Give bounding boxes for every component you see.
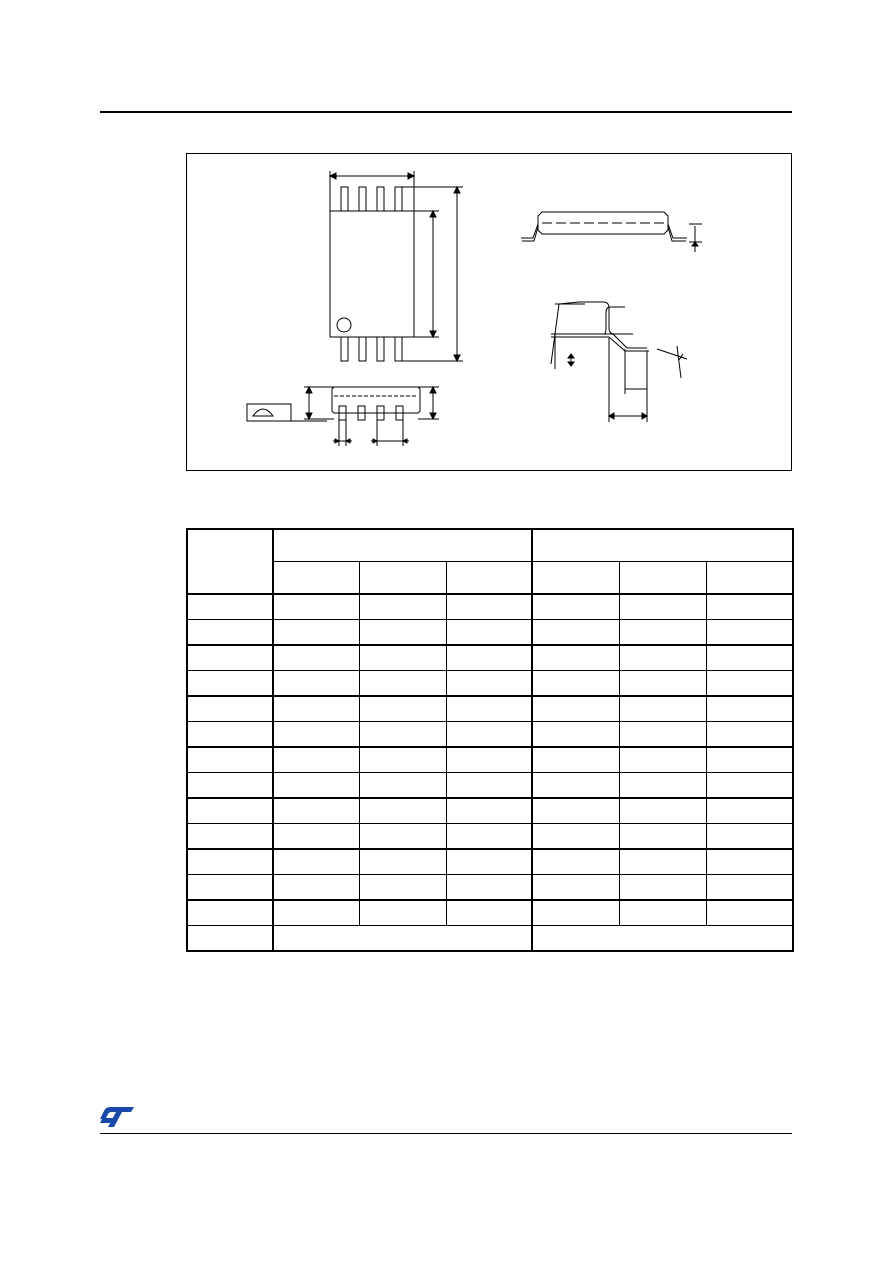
value-cell xyxy=(532,594,619,620)
st-logo-icon xyxy=(100,1105,136,1129)
value-cell xyxy=(619,645,706,671)
value-cell xyxy=(532,875,619,901)
value-cell xyxy=(273,900,359,926)
table-row xyxy=(187,798,793,824)
value-cell xyxy=(446,645,532,671)
value-cell xyxy=(359,696,446,722)
value-cell xyxy=(359,875,446,901)
bottom-rule xyxy=(100,1133,792,1134)
top-rule xyxy=(100,111,792,113)
value-cell xyxy=(706,620,793,646)
table-row xyxy=(187,594,793,620)
value-cell xyxy=(619,722,706,748)
value-cell xyxy=(619,798,706,824)
table-row xyxy=(187,645,793,671)
dimension-table xyxy=(186,528,794,952)
value-cell xyxy=(446,798,532,824)
top-view xyxy=(330,171,463,361)
table-row xyxy=(187,671,793,697)
value-cell xyxy=(532,926,793,952)
value-cell xyxy=(532,722,619,748)
value-cell xyxy=(273,926,532,952)
value-cell xyxy=(446,594,532,620)
group-header-cell xyxy=(273,529,532,562)
table-row xyxy=(187,773,793,799)
sub-header-cell xyxy=(619,562,706,595)
value-cell xyxy=(359,849,446,875)
value-cell xyxy=(619,747,706,773)
table-row xyxy=(187,696,793,722)
symbol-header-cell xyxy=(187,529,273,594)
table-row xyxy=(187,849,793,875)
value-cell xyxy=(706,671,793,697)
sub-header-cell xyxy=(359,562,446,595)
symbol-cell xyxy=(187,747,273,773)
value-cell xyxy=(619,594,706,620)
symbol-cell xyxy=(187,926,273,952)
value-cell xyxy=(446,875,532,901)
value-cell xyxy=(273,747,359,773)
value-cell xyxy=(532,645,619,671)
value-cell xyxy=(359,747,446,773)
value-cell xyxy=(706,900,793,926)
package-outline-drawing xyxy=(187,154,793,472)
value-cell xyxy=(446,900,532,926)
value-cell xyxy=(706,798,793,824)
group-header-cell xyxy=(532,529,793,562)
lead-detail-view xyxy=(551,302,687,422)
value-cell xyxy=(706,773,793,799)
value-cell xyxy=(619,696,706,722)
value-cell xyxy=(619,671,706,697)
value-cell xyxy=(359,645,446,671)
value-cell xyxy=(532,849,619,875)
value-cell xyxy=(359,798,446,824)
value-cell xyxy=(706,722,793,748)
package-drawing-frame xyxy=(186,153,792,471)
symbol-cell xyxy=(187,773,273,799)
value-cell xyxy=(619,824,706,850)
value-cell xyxy=(446,696,532,722)
symbol-cell xyxy=(187,645,273,671)
value-cell xyxy=(359,824,446,850)
value-cell xyxy=(706,696,793,722)
value-cell xyxy=(706,824,793,850)
value-cell xyxy=(532,620,619,646)
value-cell xyxy=(532,824,619,850)
symbol-cell xyxy=(187,722,273,748)
symbol-cell xyxy=(187,798,273,824)
symbol-cell xyxy=(187,696,273,722)
value-cell xyxy=(619,900,706,926)
sub-header-cell xyxy=(706,562,793,595)
value-cell xyxy=(619,875,706,901)
symbol-cell xyxy=(187,594,273,620)
dimension-table-container xyxy=(186,528,792,952)
value-cell xyxy=(273,773,359,799)
value-cell xyxy=(706,645,793,671)
value-cell xyxy=(359,671,446,697)
symbol-cell xyxy=(187,824,273,850)
value-cell xyxy=(273,849,359,875)
table-row xyxy=(187,900,793,926)
value-cell xyxy=(359,594,446,620)
end-view xyxy=(247,387,439,446)
value-cell xyxy=(532,696,619,722)
value-cell xyxy=(446,824,532,850)
value-cell xyxy=(273,824,359,850)
value-cell xyxy=(619,773,706,799)
value-cell xyxy=(446,773,532,799)
value-cell xyxy=(273,696,359,722)
value-cell xyxy=(532,900,619,926)
sub-header-cell xyxy=(446,562,532,595)
value-cell xyxy=(706,747,793,773)
symbol-cell xyxy=(187,900,273,926)
symbol-cell xyxy=(187,620,273,646)
table-row xyxy=(187,824,793,850)
value-cell xyxy=(446,671,532,697)
value-cell xyxy=(532,747,619,773)
table-row xyxy=(187,620,793,646)
value-cell xyxy=(446,620,532,646)
side-view xyxy=(521,212,702,252)
value-cell xyxy=(706,849,793,875)
value-cell xyxy=(359,722,446,748)
value-cell xyxy=(273,620,359,646)
value-cell xyxy=(446,849,532,875)
value-cell xyxy=(359,620,446,646)
symbol-cell xyxy=(187,671,273,697)
symbol-cell xyxy=(187,849,273,875)
value-cell xyxy=(706,875,793,901)
value-cell xyxy=(273,875,359,901)
value-cell xyxy=(273,594,359,620)
value-cell xyxy=(619,620,706,646)
table-row xyxy=(187,747,793,773)
table-row xyxy=(187,926,793,952)
value-cell xyxy=(706,594,793,620)
value-cell xyxy=(273,798,359,824)
value-cell xyxy=(619,849,706,875)
symbol-cell xyxy=(187,875,273,901)
value-cell xyxy=(532,671,619,697)
value-cell xyxy=(532,773,619,799)
value-cell xyxy=(359,773,446,799)
table-row xyxy=(187,722,793,748)
value-cell xyxy=(273,645,359,671)
table-row xyxy=(187,875,793,901)
sub-header-cell xyxy=(532,562,619,595)
value-cell xyxy=(273,671,359,697)
value-cell xyxy=(273,722,359,748)
value-cell xyxy=(446,722,532,748)
sub-header-cell xyxy=(273,562,359,595)
value-cell xyxy=(446,747,532,773)
value-cell xyxy=(359,900,446,926)
value-cell xyxy=(532,798,619,824)
